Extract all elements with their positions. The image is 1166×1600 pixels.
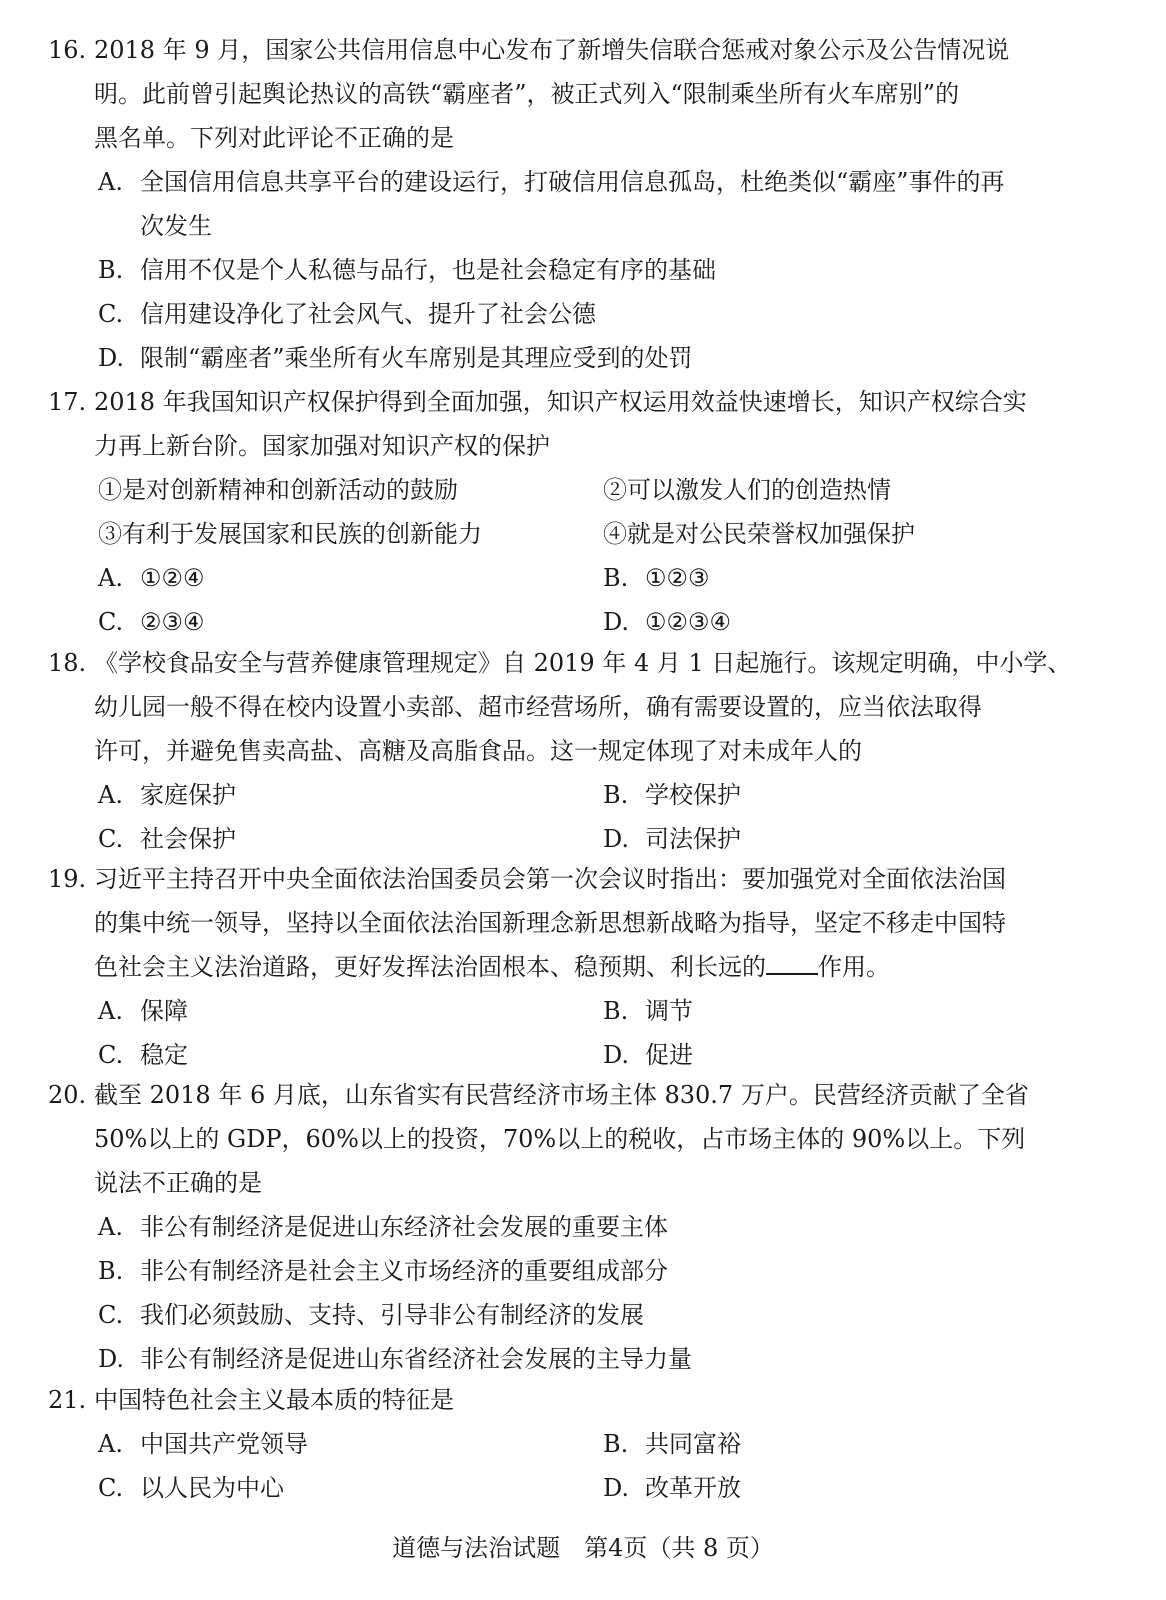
option-text: 共同富裕: [645, 1430, 741, 1458]
option-letter: B.: [98, 256, 124, 284]
statement-2: ②可以激发人们的创造热情: [603, 476, 891, 504]
statement-3: ③有利于发展国家和民族的创新能力: [98, 520, 482, 548]
option-text: 以人民为中心: [140, 1474, 284, 1502]
option-letter: A.: [98, 997, 123, 1025]
option-c[interactable]: [48, 1293, 1108, 1337]
option-row: [48, 556, 1108, 600]
option-text: ①②③: [645, 564, 710, 592]
option-text: ②③④: [140, 608, 205, 636]
option-a[interactable]: [98, 989, 603, 1033]
option-letter: D.: [98, 1345, 125, 1373]
option-letter: A.: [98, 1430, 123, 1458]
question-text: 说法不正确的是: [94, 1169, 262, 1197]
option-d[interactable]: [603, 1033, 1108, 1077]
option-letter: A.: [98, 1213, 123, 1241]
option-a[interactable]: [48, 1205, 1108, 1249]
option-letter: C.: [98, 1474, 124, 1502]
option-text: 非公有制经济是社会主义市场经济的重要组成部分: [140, 1257, 668, 1285]
option-row: [48, 773, 1108, 817]
option-letter: C.: [98, 1041, 124, 1069]
question-19: [48, 857, 1108, 1077]
question-text: 色社会主义法治道路，更好发挥法治固根本、稳预期、利长远的: [94, 953, 766, 981]
option-a[interactable]: [98, 773, 603, 817]
option-letter: A.: [98, 564, 123, 592]
option-b[interactable]: [603, 1422, 1108, 1466]
question-text: 2018 年 9 月，国家公共信用信息中心发布了新增失信联合惩戒对象公示及公告情况说: [94, 36, 1010, 64]
page-footer: 道德与法治试题 第4页（共 8 页）: [392, 1534, 774, 1562]
question-text: 中国特色社会主义最本质的特征是: [94, 1386, 454, 1414]
question-text: 截至 2018 年 6 月底，山东省实有民营经济市场主体 830.7 万户。民营经济贡献了全省: [94, 1081, 1029, 1109]
option-row: [48, 817, 1108, 861]
option-c[interactable]: [98, 600, 603, 644]
option-letter: C.: [98, 300, 124, 328]
option-c[interactable]: [98, 1033, 603, 1077]
option-a[interactable]: [48, 160, 1108, 204]
option-row: [48, 989, 1108, 1033]
question-16: [48, 28, 1108, 380]
option-text: 全国信用信息共享平台的建设运行，打破信用信息孤岛，杜绝类似“霸座”事件的再: [140, 168, 1005, 196]
option-row: [48, 1466, 1108, 1510]
option-letter: A.: [98, 168, 123, 196]
option-letter: D.: [603, 1474, 630, 1502]
question-21: [48, 1378, 1108, 1510]
option-letter: C.: [98, 608, 124, 636]
question-number: 16.: [48, 36, 87, 64]
question-text: 作用。: [818, 953, 890, 981]
option-text: 非公有制经济是促进山东省经济社会发展的主导力量: [140, 1345, 692, 1373]
option-letter: D.: [98, 344, 125, 372]
option-text: 信用不仅是个人私德与品行，也是社会稳定有序的基础: [140, 256, 716, 284]
question-number: 18.: [48, 649, 87, 677]
option-text: 次发生: [140, 212, 212, 240]
option-letter: C.: [98, 1301, 124, 1329]
question-20: [48, 1073, 1108, 1381]
question-text: 50%以上的 GDP，60%以上的投资，70%以上的税收，占市场主体的 90%以上。下列: [94, 1125, 1026, 1153]
option-d[interactable]: [603, 817, 1108, 861]
option-text: 调节: [645, 997, 693, 1025]
statement-row: [48, 512, 1108, 556]
option-text: ①②③④: [645, 608, 732, 636]
option-letter: D.: [603, 825, 630, 853]
question-text: 力再上新台阶。国家加强对知识产权的保护: [94, 432, 550, 460]
option-text: 稳定: [140, 1041, 188, 1069]
option-letter: B.: [603, 781, 629, 809]
option-c[interactable]: [98, 1466, 603, 1510]
question-text: 《学校食品安全与营养健康管理规定》自 2019 年 4 月 1 日起施行。该规定明确，中小学、: [94, 649, 1072, 677]
question-text: 的集中统一领导，坚持以全面依法治国新理念新思想新战略为指导，坚定不移走中国特: [94, 909, 1006, 937]
question-number: 20.: [48, 1081, 87, 1109]
question-18: [48, 641, 1108, 861]
option-b[interactable]: [48, 248, 1108, 292]
question-text: 幼儿园一般不得在校内设置小卖部、超市经营场所，确有需要设置的，应当依法取得: [94, 693, 982, 721]
option-b[interactable]: [603, 989, 1108, 1033]
question-number: 19.: [48, 865, 87, 893]
option-text: ①②④: [140, 564, 205, 592]
option-text: 社会保护: [140, 825, 236, 853]
question-text: 许可，并避免售卖高盐、高糖及高脂食品。这一规定体现了对未成年人的: [94, 737, 862, 765]
option-d[interactable]: [603, 600, 1108, 644]
option-letter: C.: [98, 825, 124, 853]
option-c[interactable]: [98, 817, 603, 861]
option-row: [48, 600, 1108, 644]
option-text: 限制“霸座者”乘坐所有火车席别是其理应受到的处罚: [140, 344, 693, 372]
option-letter: A.: [98, 781, 123, 809]
option-b[interactable]: [48, 1249, 1108, 1293]
question-number: 21.: [48, 1386, 87, 1414]
statement-row: [48, 468, 1108, 512]
option-c[interactable]: [48, 292, 1108, 336]
option-text: 信用建设净化了社会风气、提升了社会公德: [140, 300, 596, 328]
statement-4: ④就是对公民荣誉权加强保护: [603, 520, 915, 548]
question-text: 明。此前曾引起舆论热议的高铁“霸座者”，被正式列入“限制乘坐所有火车席别”的: [94, 80, 960, 108]
option-text: 学校保护: [645, 781, 741, 809]
option-letter: B.: [603, 1430, 629, 1458]
question-text: 2018 年我国知识产权保护得到全面加强，知识产权运用效益快速增长，知识产权综合实: [94, 388, 1027, 416]
option-letter: B.: [603, 997, 629, 1025]
option-b[interactable]: [603, 773, 1108, 817]
question-text: 习近平主持召开中央全面依法治国委员会第一次会议时指出：要加强党对全面依法治国: [94, 865, 1006, 893]
option-b[interactable]: [603, 556, 1108, 600]
option-row: [48, 1422, 1108, 1466]
option-letter: D.: [603, 1041, 630, 1069]
option-d[interactable]: [48, 336, 1108, 380]
question-17: [48, 380, 1108, 644]
option-text: 保障: [140, 997, 188, 1025]
option-text: 我们必须鼓励、支持、引导非公有制经济的发展: [140, 1301, 644, 1329]
option-d[interactable]: [603, 1466, 1108, 1510]
question-text: 黑名单。下列对此评论不正确的是: [94, 124, 454, 152]
question-number: 17.: [48, 388, 87, 416]
option-text: 家庭保护: [140, 781, 236, 809]
statement-1: ①是对创新精神和创新活动的鼓励: [98, 476, 458, 504]
option-text: 司法保护: [645, 825, 741, 853]
option-letter: D.: [603, 608, 630, 636]
option-text: 促进: [645, 1041, 693, 1069]
option-a[interactable]: [98, 1422, 603, 1466]
option-d[interactable]: [48, 1337, 1108, 1381]
option-letter: B.: [98, 1257, 124, 1285]
option-row: [48, 1033, 1108, 1077]
option-text: 改革开放: [645, 1474, 741, 1502]
option-text: 中国共产党领导: [140, 1430, 308, 1458]
option-a[interactable]: [98, 556, 603, 600]
option-letter: B.: [603, 564, 629, 592]
option-text: 非公有制经济是促进山东经济社会发展的重要主体: [140, 1213, 668, 1241]
answer-blank[interactable]: [766, 951, 818, 975]
